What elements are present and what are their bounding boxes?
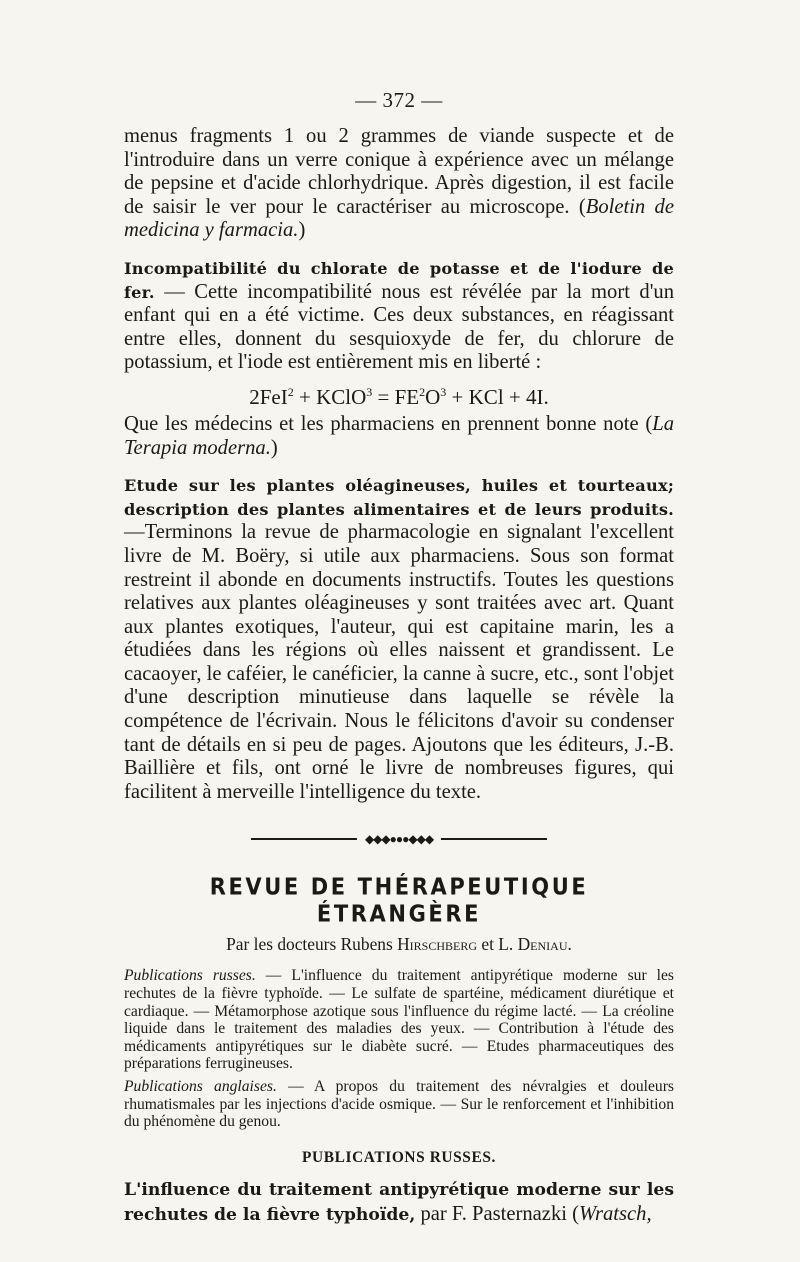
article-title: Incompatibilité du chlorate de potasse et de l'iodure de fer. — [124, 258, 674, 302]
source-citation: La Terapia moderna. — [124, 412, 674, 459]
chemical-formula: 2FeI$^2$ + KClO$^3$ = $FE^2O^3$ + KCl + 4I. — [249, 384, 549, 409]
source-citation: Boletin de medicina y farmacia. — [124, 195, 674, 242]
summary-russian: Publications russes. — L'influence du traitement antipyrétique moderne sur les rechutes de la fièvre typhoïde. — Le sulfate de spartéine, médicament diurétique et cardiaque. — Métamorphose azotique sous l'influence du régime lacté. — La créoline liquide dans le traitement des maladies des yeux. — Contribution à l'étude des médicaments antipyrétiques sur le diabète sucré. — Etudes pharmaceutiques des préparations ferrugineuses. — [124, 967, 674, 1073]
article-chlorate-conclusion: Que les médecins et les pharmaciens en prennent bonne note (La Terapia moderna.) — [124, 412, 674, 459]
article-chlorate: Incompatibilité du chlorate de potasse et de l'iodure de fer. — Cette incompatibilité nous est révélée par la mort d'un enfant qui en a été victime. Ces deux substances, en réagissant entre elles, donnent du sesquioxyde de fer, du chlorure de potassium, et l'iode est entièrement mis en liberté : — [124, 258, 674, 374]
summary-english: Publications anglaises. — A propos du traitement des névralgies et douleurs rhumatismales par les injections d'acide osmique. — Sur le renforcement et l'inhibition du phénomène du genou. — [124, 1078, 674, 1131]
section-title: REVUE DE THÉRAPEUTIQUE ÉTRANGÈRE — [209, 873, 589, 928]
article-plantes: Etude sur les plantes oléagineuses, huiles et tourteaux; description des plantes alimentaires et de leurs produits. —Terminons la revue de pharmacologie en signalant l'excellent livre de M. Boëry, si utile aux pharmaciens. Sous son format restreint il abonde en documents instructifs. Toutes les questions relatives aux plantes oléagineuses y sont traitées avec art. Quant aux plantes exotiques, l'auteur, qui est capitaine marin, les a étudiées dans les régions où elles naissent et grandissent. Le cacaoyer, le caféier, le canéficier, la canne à sucre, etc., sont l'objet d'une description minutieuse dans laquelle se révèle la compétence de l'écrivain. Nous le félicitons d'avoir su condenser tant de détails en si peu de pages. Ajoutons que les éditeurs, J.-B. Baillière et fils, ont orné le livre de nombreuses figures, qui facilitent à merveille l'intelligence du texte. — [124, 476, 674, 803]
article-typhoide: L'influence du traitement antipyrétique moderne sur les rechutes de la fièvre typhoïde, par F. Pasternazki (Wratsch, — [124, 1179, 674, 1225]
ornamental-divider — [251, 832, 547, 846]
document-page — [124, 88, 674, 1227]
sub-heading: PUBLICATIONS RUSSES. — [302, 1148, 496, 1166]
paragraph-trichine: menus fragments 1 ou 2 grammes de viande suspecte et de l'introduire dans un verre conique à expérience avec un mélange de pepsine et d'acide chlorhydrique. Après digestion, il est facile de saisir le ver pour le caractériser au microscope. (Boletin de medicina y farmacia.) — [124, 125, 674, 242]
section-authors: Par les docteurs Rubens Hirschberg et L. Deniau. — [226, 934, 572, 955]
page-number: — 372 — — [355, 88, 443, 112]
source-citation: Wratsch, — [578, 1202, 652, 1225]
article-title: L'influence du traitement antipyrétique moderne sur les rechutes de la fièvre typhoïde, — [124, 1179, 674, 1225]
divider-ornament: ◆◆◆●●●◆◆◆ — [357, 832, 441, 846]
article-title: Etude sur les plantes oléagineuses, huiles et tourteaux; description des plantes alimentaires et de leurs produits. — [124, 476, 674, 519]
